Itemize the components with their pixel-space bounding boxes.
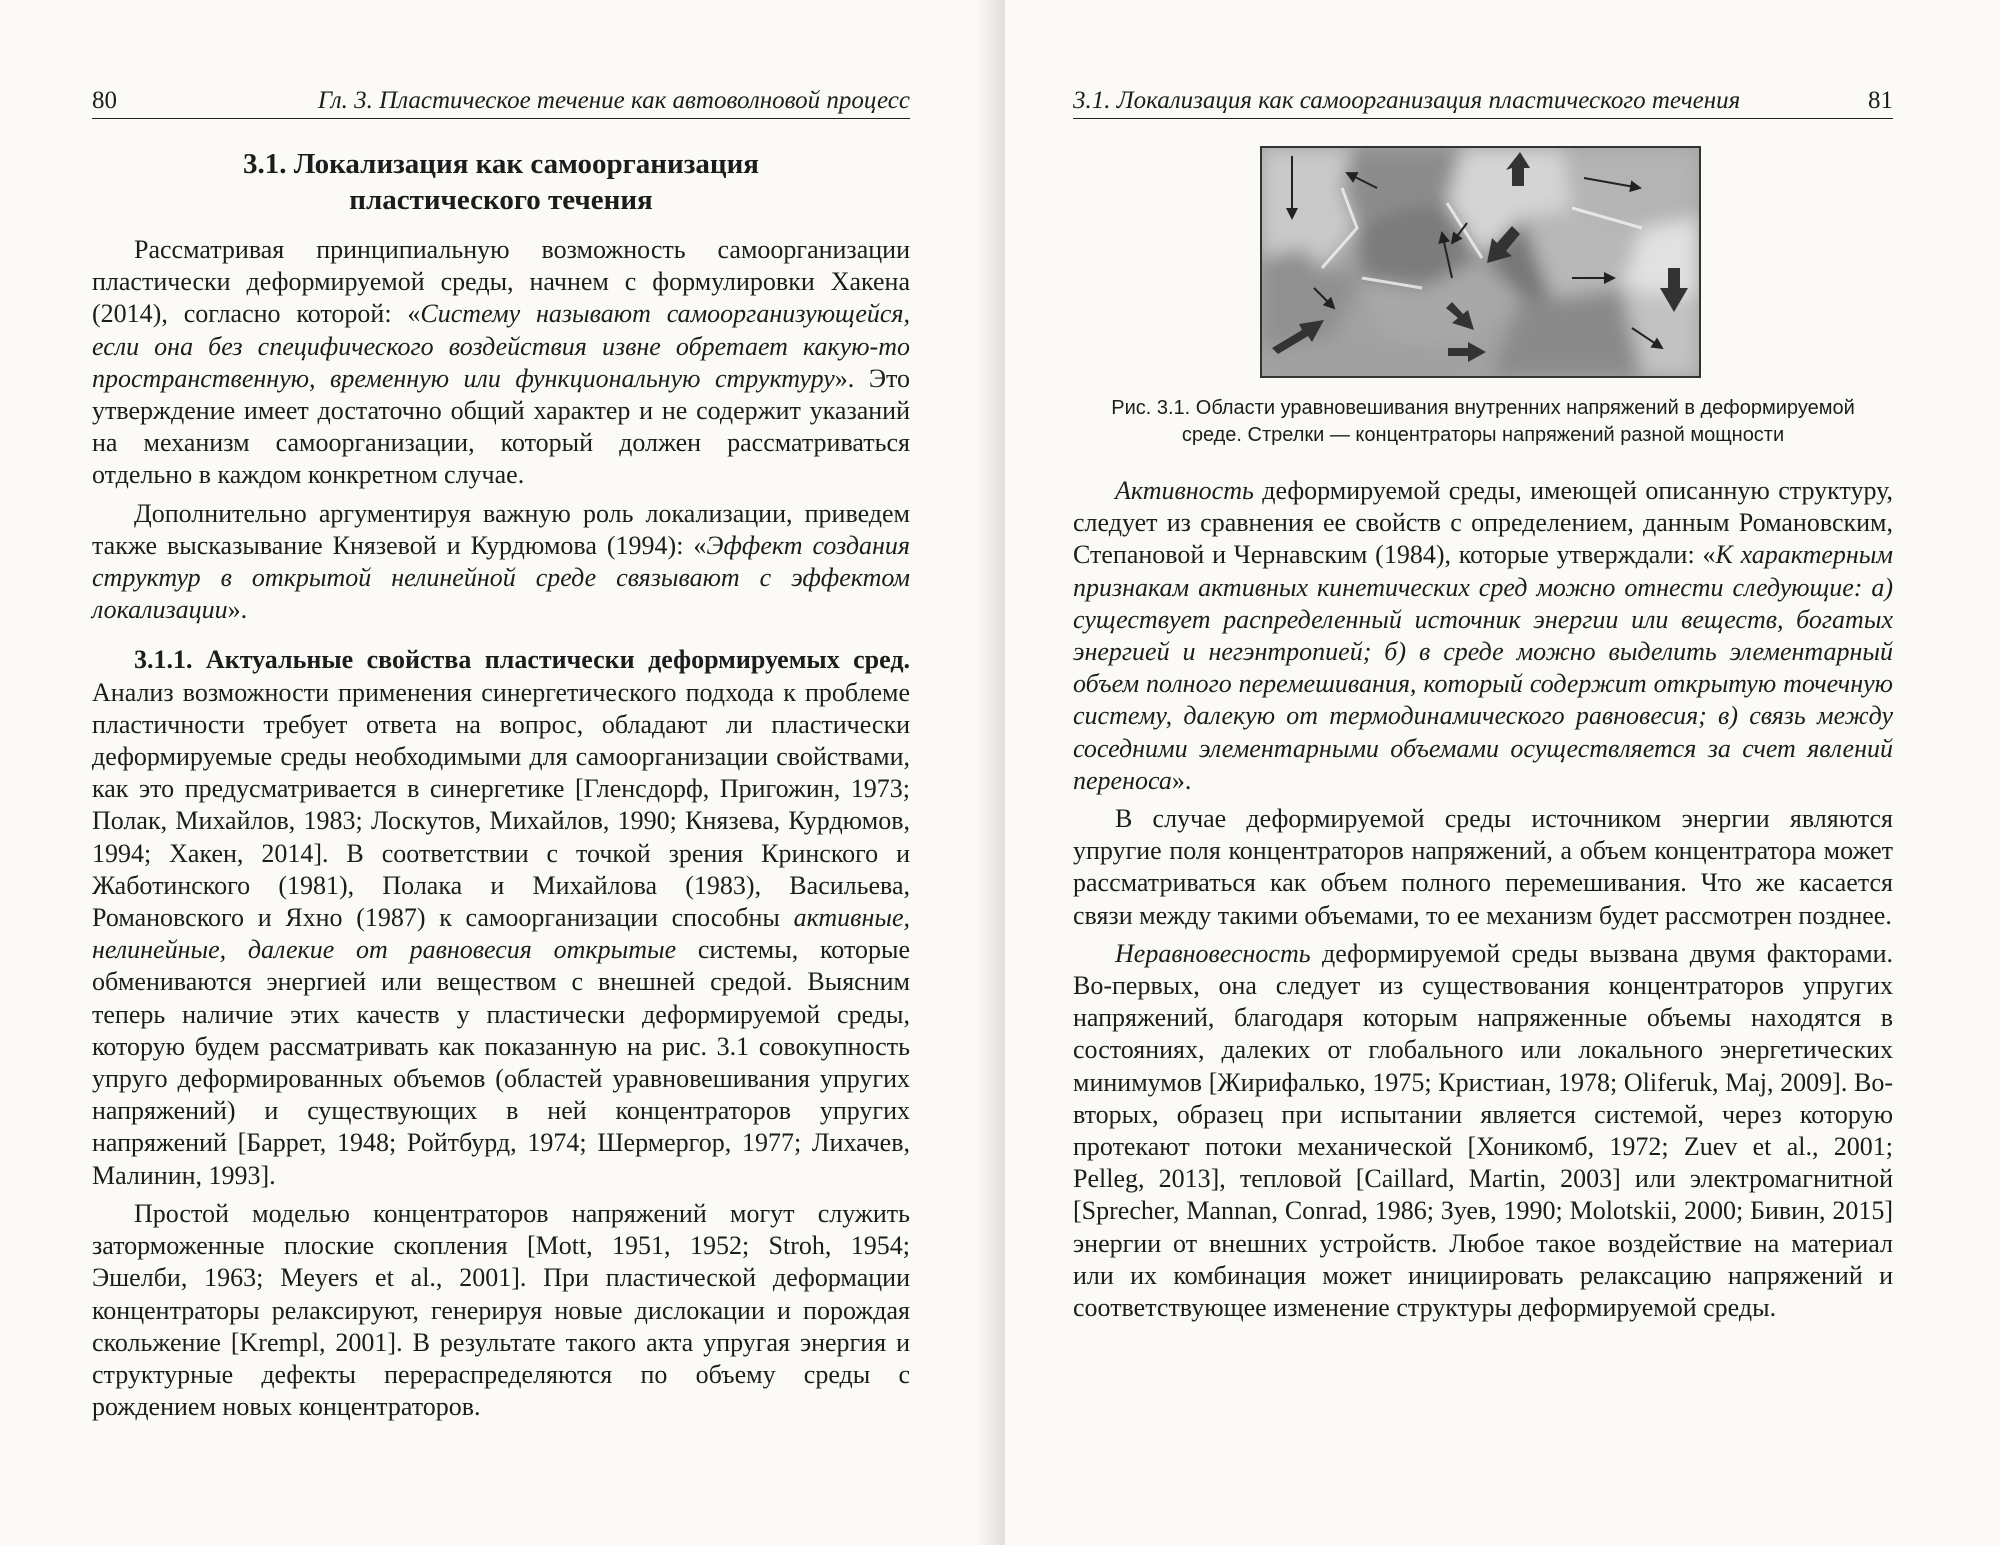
section-title-line-1: 3.1. Локализация как самоорганизация [243,148,759,180]
italic-quote: Эффект создания структур в открытой нелинейной среде связывают с эффектом локализации [92,530,910,625]
text-run: Рассматривая принципиальную возможность самоорганизации пластически деформируемой среды, начнем с формулировки Хакена (2014), согласно которой: « [92,235,910,329]
text-run: ». [227,595,248,625]
figure-stress-domains [1260,146,1701,378]
text-run: ». Это утверждение имеет достаточно общий характер и не содержит указаний на механизм самоорганизации, который должен рассматриваться отдельно в каждом конкретном случае. [92,363,910,490]
stress-domains-image [1262,148,1699,376]
text-run: ». [1171,765,1192,795]
italic-text: активные, нелинейные, далекие от равновесия открытые [92,903,910,965]
left-paragraph-3 [92,644,910,1191]
right-page [1005,0,2000,1545]
right-paragraph-1 [1073,475,1893,797]
left-paragraph-4: Простой моделью концентраторов напряжений могут служить заторможенные плоские скопления [Mott, 1951, 1952; Stroh, 1954; Эшелби, 1963; Meyers et al., 2001]. При пластической деформации концентраторы релаксируют, генерируя новые дислокации и порождая скольжение [Krempl, 2001]. В результате такого акта упругая энергия и структурные дефекты перераспределяются по объему среды с рождением новых концентраторов. [92,1198,910,1422]
right-running-head: 3.1. Локализация как самоорганизация пластического течения [1073,87,1741,114]
italic-quote: Систему называют самоорганизующейся, если она без специфического воздействия извне обретает какую-то пространственную, временную или функциональную структуру [92,299,910,393]
left-page [0,0,995,1545]
right-page-number: 81 [1868,87,1893,114]
text-run: Дополнительно аргументируя важную роль локализации, приведем также высказывание Князевой и Курдюмова (1994): « [92,498,910,560]
left-text-column [92,142,910,1423]
figure-caption [1073,395,1893,449]
caption-line-2: среде. Стрелки — концентраторы напряжений разной мощности [1181,424,1785,446]
italic-term: Активность [1115,476,1254,505]
section-title-line-2: пластического течения [349,184,653,216]
right-paragraph-2: В случае деформируемой среды источником энергии являются упругие поля концентраторов напряжений, а объем концентратора может рассматриваться как объем полного перемешивания. Что же касается связи между такими объемами, то ее механизм будет рассмотрен позднее. [1073,804,1893,930]
italic-term: Неравновесность [1115,938,1311,968]
left-running-header [92,82,910,119]
left-paragraph-1 [92,234,910,492]
right-paragraph-3 [1073,938,1893,1324]
left-running-head: Гл. 3. Пластическое течение как автоволновой процесс [317,87,910,114]
left-page-number: 80 [92,87,117,114]
text-run: деформируемой среды, имеющей описанную структуру, следует из сравнения ее свойств с определением, данным Романовским, Степановой и Чернавским (1984), которые утверждали: « [1073,476,1893,570]
text-run: Анализ возможности применения синергетического подхода к проблеме пластичности требует ответа на вопрос, обладают ли пластически деформируемые среды необходимыми для самоорганизации свойствами, как это предусматривается в синергетике [Гленсдорф, Пригожин, 1973; Полак, Михайлов, 1983; Лоскутов, Михайлов, 1990; Князева, Курдюмов, 1994; Хакен, 2014]. В соответствии с точкой зрения Кринского и Жаботинского (1981), Полака и Михайлова (1983), Васильева, Романовского и Яхно (1987) к самоорганизации способны [92,677,910,933]
subsection-title: 3.1.1. Актуальные свойства пластически деформируемых сред. [134,645,910,675]
text-run: системы, которые обмениваются энергией или веществом с внешней средой. Выясним теперь наличие этих качеств у пластически деформируемой среды, которую будем рассматривать как показанную на рис. 3.1 совокупность упруго деформированных объемов (областей уравновешивания упругих напряжений) и существующих в ней концентраторов упругих напряжений [Баррет, 1948; Ройтбурд, 1974; Шермергор, 1977; Лихачев, Малинин, 1993]. [92,935,910,1190]
left-paragraph-2 [92,498,910,627]
right-text-column [1073,475,1893,1324]
text-run: деформируемой среды вызвана двумя факторами. Во-первых, она следует из существования концентраторов упругих напряжений, благодаря которым напряженные объемы находятся в состояниях, далеких от глобального или локального энергетических минимумов [Жирифалько, 1975; Кристиан, 1978; Oliferuk, Maj, 2009]. Во-вторых, образец при испытании является системой, через которую протекают потоки механической [Хоникомб, 1972; Zuev et al., 2001; Pelleg, 2013], тепловой [Caillard, Martin, 2003] или электромагнитной [Sprecher, Mannan, Conrad, 1986; Зуев, 1990; Molotskii, 2000; Бивин, 2015] энергии от внешних устройств. Любое такое воздействие на материал или их комбинация может инициировать релаксацию напряжений и соответствующее изменение структуры деформируемой среды. [1073,938,1893,1323]
right-running-header [1073,82,1893,119]
italic-quote: К характерным признакам активных кинетических сред можно отнести следующие: а) существует распределенный источник энергии или веществ, богатых энергией и негэнтропией; б) в среде можно выделить элементарный объем полного перемешивания, который содержит открытую точечную систему, далекую от термодинамического равновесия; в) связь между соседними элементарными объемами осуществляется за счет явлений переноса [1073,540,1894,795]
section-title [92,146,910,218]
caption-line-1: Рис. 3.1. Области уравновешивания внутренних напряжений в деформируемой [1111,397,1855,419]
